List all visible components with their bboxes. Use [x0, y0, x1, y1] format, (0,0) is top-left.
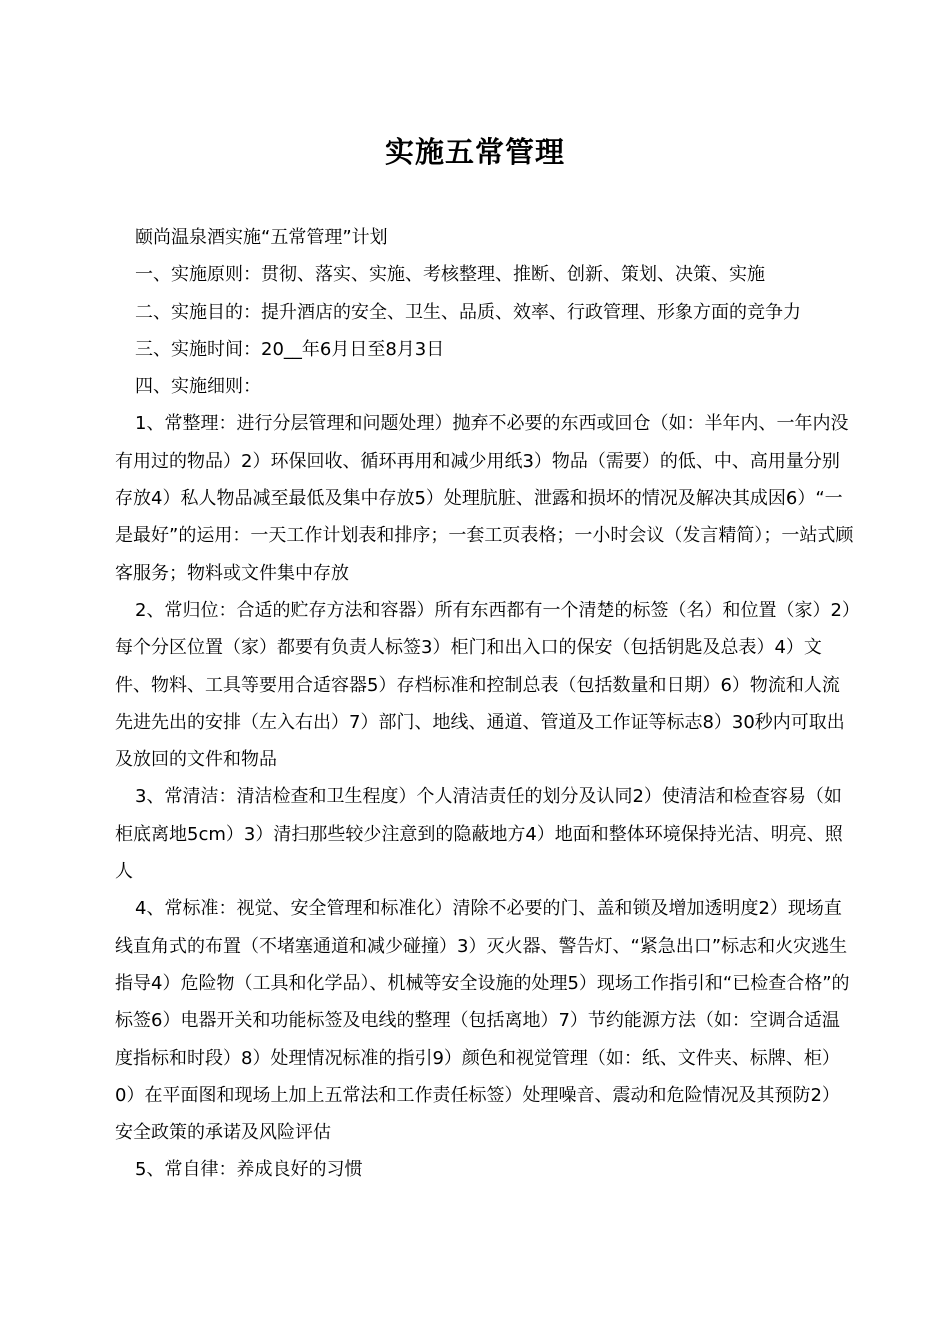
objectives-paragraph: 二、实施目的：提升酒店的安全、卫生、品质、效率、行政管理、形象方面的竞争力 [135, 301, 801, 323]
plan-heading-paragraph: 颐尚温泉酒实施“五常管理”计划 [135, 227, 388, 248]
details-heading-paragraph: 四、实施细则： [135, 376, 261, 398]
document-body [115, 219, 855, 1189]
standardize-section-paragraph: 4、常标准：视觉、安全管理和标准化）清除不必要的门、盖和锁及增加透明度2）现场直线直角式的布置（不堵塞通道和减少碰撞）3）灭火器、警告灯、“紧急出口”标志和火灾逃生指导4）危险物（工具和化学品）、机械等安全设施的处理5）现场工作指引和“已检查合格”的标签6）电器开关和功能标签及电线的整理（包括离地）7）节约能源方法（如：空调合适温度指标和时段）8）处理情况标准的指引9）颜色和视觉管理（如：纸、文件夹、标牌、柜）0）在平面图和现场上加上五常法和工作责任标签）处理噪音、震动和危险情况及其预防2）安全政策的承诺及风险评估 [115, 898, 850, 1144]
shine-section-paragraph: 3、常清洁：清洁检查和卫生程度）个人清洁责任的划分及认同2）使清洁和检查容易（如柜底离地5cm）3）清扫那些较少注意到的隐蔽地方4）地面和整体环境保持光洁、明亮、照人 [115, 786, 843, 883]
schedule-paragraph: 三、实施时间：20__年6月日至8月3日 [135, 338, 445, 360]
sort-section-paragraph: 1、常整理：进行分层管理和问题处理）抛弃不必要的东西或回仓（如：半年内、一年内没有用过的物品）2）环保回收、循环再用和减少用纸3）物品（需要）的低、中、高用量分别存放4）私人物品减至最低及集中存放5）处理肮脏、泄露和损坏的情况及解决其成因6）“一是最好”的运用：一天工作计划表和排序；一套工页表格；一小时会议（发言精简）；一站式顾客服务；物料或文件集中存放 [115, 413, 854, 584]
sustain-section-paragraph: 5、常自律：养成良好的习惯 [135, 1159, 363, 1181]
set-in-order-section-paragraph: 2、常归位：合适的贮存方法和容器）所有东西都有一个清楚的标签（名）和位置（家）2）每个分区位置（家）都要有负责人标签3）柜门和出入口的保安（包括钥匙及总表）4）文件、物料、工具等要用合适容器5）存档标准和控制总表（包括数量和日期）6）物流和人流先进先出的安排（左入右出）7）部门、地线、通道、管道及工作证等标志8）30秒内可取出及放回的文件和物品 [115, 599, 851, 771]
principles-paragraph: 一、实施原则：贯彻、落实、实施、考核整理、推断、创新、策划、决策、实施 [135, 264, 765, 286]
document-title: 实施五常管理 [384, 135, 565, 169]
